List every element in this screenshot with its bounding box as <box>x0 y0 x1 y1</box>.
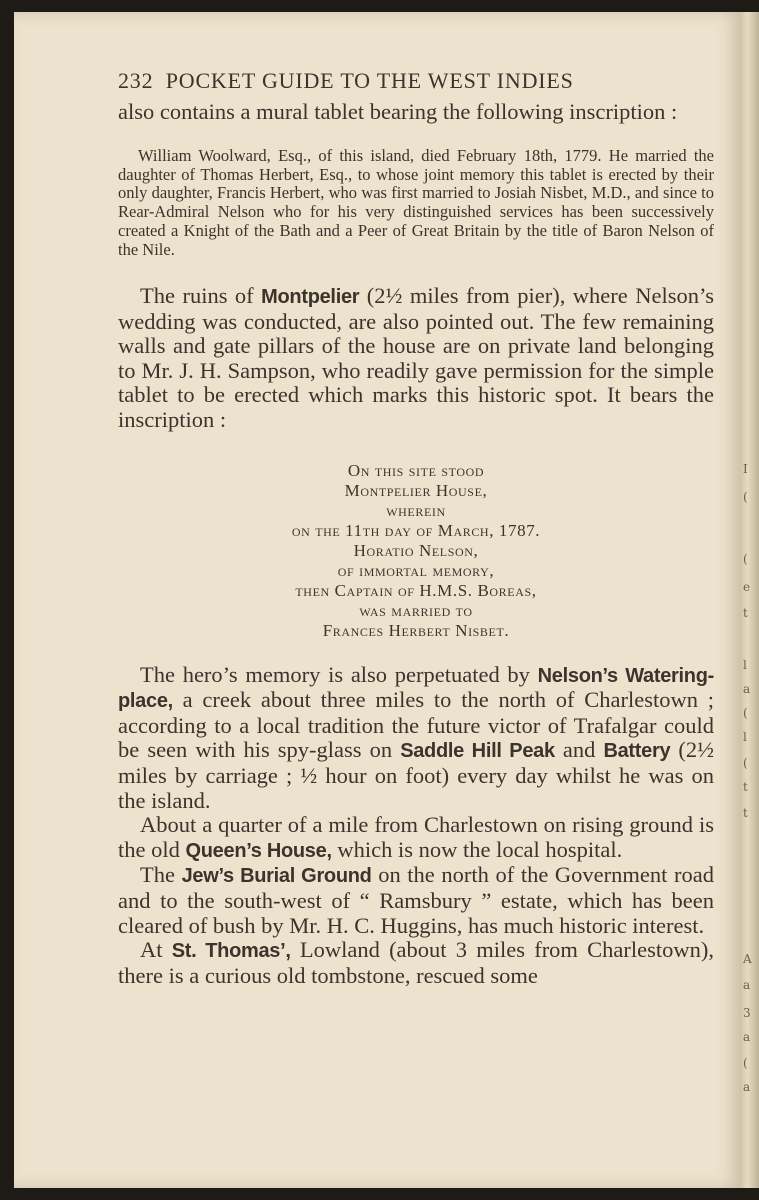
edge-letter: a <box>743 1030 751 1044</box>
tablet-inscription-quote: William Woolward, Esq., of this island, died February 18th, 1779. He married the daughter of Thomas Herbert, Esq., to whose joint memory this tablet is erected by their only daughter, Francis Herbert, who was first married to Josiah Nisbet, M.D., and since to Rear-Admiral Nelson who for his very distinguished services has been successively created a Knight of the Bath and a Peer of Great Britain by the title of Baron Nelson of the Nile. <box>118 145 714 260</box>
text-run: which is now the local hospital. <box>331 836 623 862</box>
page-content <box>118 68 714 988</box>
edge-letter: t <box>743 606 748 620</box>
text-run: At <box>140 937 172 963</box>
bold-place-montpelier: Montpelier <box>261 286 360 309</box>
text-run: and <box>554 737 604 763</box>
edge-letter: ( <box>743 706 748 720</box>
bold-place-st-thomas: St. Thomas’, <box>171 940 291 963</box>
bold-place-battery: Battery <box>603 740 671 763</box>
text-run: (2½ miles by carriage ; ½ hour on foot) every day whilst he was on the island. <box>118 737 714 813</box>
bold-place-watering-place: Nelson’s Watering-place, <box>118 664 714 713</box>
inscription-line: then Captain of H.M.S. Boreas, <box>295 580 537 600</box>
text-run: The <box>140 862 182 888</box>
running-title: POCKET GUIDE TO THE WEST INDIES <box>165 68 574 93</box>
page-number: 232 <box>118 68 154 93</box>
edge-letter: t <box>743 806 748 820</box>
edge-letter: I <box>743 462 748 476</box>
edge-letter: l <box>743 730 747 744</box>
text-run: on the north of the Government road and to the south-west of “ Ramsbury ” estate, which has been cleared of bush by Mr. H. C. Huggins, has much historic interest. <box>118 862 714 938</box>
inscription-line: Horatio Nelson, <box>353 540 479 560</box>
book-page <box>14 12 740 1188</box>
inscription-line: was married to <box>359 600 473 620</box>
inscription-line: of immortal memory, <box>337 560 495 580</box>
inscription-line: wherein <box>386 500 446 520</box>
inscription-line: on the 11th day of March, 1787. <box>291 520 541 540</box>
edge-letter: a <box>743 682 751 696</box>
bold-place-queens-house: Queen’s House, <box>185 839 332 862</box>
running-header <box>118 68 714 94</box>
edge-letter: A <box>743 952 752 966</box>
next-page-edge <box>740 12 759 1188</box>
text-run: a creek about three miles to the north of Charlestown ; according to a local tradition the future victor of Trafalgar could be seen with his spy-glass on <box>118 687 714 763</box>
bold-place-saddle-hill: Saddle Hill Peak <box>400 740 555 763</box>
text-run: The ruins of <box>140 283 262 309</box>
text-run: Lowland (about 3 miles from Charlestown), there is a curious old tombstone, rescued some <box>118 937 715 988</box>
edge-letter: ( <box>743 552 748 566</box>
paragraph-montpelier <box>118 284 714 433</box>
inscription-line: Montpelier House, <box>344 480 488 500</box>
text-run: The hero’s memory is also perpetuated by <box>140 661 538 687</box>
edge-letter: a <box>743 1080 751 1094</box>
montpelier-inscription <box>118 461 714 641</box>
edge-letter: ( <box>743 756 748 770</box>
paragraph-jews-burial-ground <box>118 863 714 938</box>
inscription-line: Frances Herbert Nisbet. <box>322 620 510 640</box>
inscription-line: On this site stood <box>347 460 485 480</box>
edge-letter: t <box>743 780 748 794</box>
paragraph-tablet-intro: also contains a mural tablet bearing the following inscription : <box>118 99 678 124</box>
text-run: About a quarter of a mile from Charlestown on rising ground is the old <box>118 812 714 862</box>
edge-letter: ( <box>743 1056 748 1070</box>
edge-letter: 3 <box>743 1006 751 1020</box>
paragraph-queens-house <box>118 813 714 863</box>
text-run: (2½ miles from pier), where Nelson’s wedding was conducted, are also pointed out. The few remaining walls and gate pillars of the house are on private land belonging to Mr. J. H. Sampson, who readily gave permission for the simple tablet to be erected which marks this historic spot. It bears the inscription : <box>118 283 714 432</box>
edge-letter: l <box>743 658 747 672</box>
bold-place-jews-burial-ground: Jew’s Burial Ground <box>181 865 372 888</box>
edge-letter: ( <box>743 490 748 504</box>
edge-letter: e <box>743 580 751 594</box>
paragraph-st-thomas <box>118 938 714 988</box>
paragraph-nelsons-watering-place <box>118 663 714 814</box>
edge-letter: a <box>743 978 751 992</box>
